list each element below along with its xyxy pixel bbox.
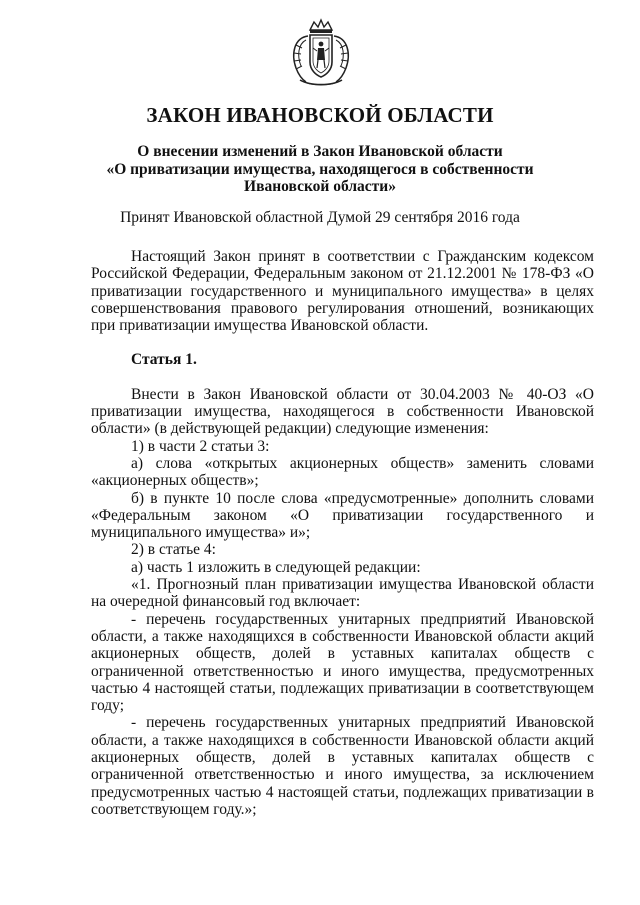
body-paragraph: Внести в Закон Ивановской области от 30.04.2003 № 40-ОЗ «О приватизации имущества, находящегося в собственности Ивановской области» (в действующей редакции) следующие изменения: <box>91 385 594 438</box>
adoption-statement: Принят Ивановской областной Думой 29 сентября 2016 года <box>120 209 520 226</box>
body-paragraph: 2) в статье 4: <box>131 541 216 559</box>
body-paragraph: 1) в части 2 статьи 3: <box>131 437 270 455</box>
body-paragraph: «1. Прогнозный план приватизации имущества Ивановской области на очередной финансовый год включает: <box>91 576 594 611</box>
body-paragraph: - перечень государственных унитарных предприятий Ивановской области, а также находящихся в собственности Ивановской области акций акционерных обществ, долей в уставных капиталах обществ с ограниченной ответственностью и иного имущества, за исключением предусмотренных частью 4 настоящей статьи, подлежащих приватизации в соответствующем году.»; <box>91 714 594 818</box>
body-paragraph: а) слова «открытых акционерных обществ» заменить словами «акционерных обществ»; <box>91 454 594 490</box>
article-heading: Статья 1. <box>131 351 197 369</box>
body-paragraph: - перечень государственных унитарных предприятий Ивановской области, а также находящихся в собственности Ивановской области акций акционерных обществ, долей в уставных капиталах обществ с ограниченной ответственностью и иного имущества, предусмотренных частью 4 настоящей статьи, подлежащих приватизации в соответствующем году; <box>91 610 594 715</box>
subject-line: О внесении изменений в Закон Ивановской области <box>137 143 503 160</box>
subject-line: Ивановской области» <box>244 178 396 195</box>
law-title: ЗАКОН ИВАНОВСКОЙ ОБЛАСТИ <box>146 103 494 127</box>
body-paragraph: а) часть 1 изложить в следующей редакции: <box>131 558 421 576</box>
document-body <box>91 248 594 818</box>
preamble-paragraph: Настоящий Закон принят в соответствии с Гражданским кодексом Российской Федерации, Федеральным законом от 21.12.2001 № 178-ФЗ «О приватизации государственного и муниципального имущества» в целях совершенствования правового регулирования отношений, возникающих при приватизации имущества Ивановской области. <box>91 248 594 335</box>
body-paragraph: б) в пункте 10 после слова «предусмотренные» дополнить словами «Федеральным законом «О приватизации государственного и муниципального имущества» и»; <box>91 489 594 542</box>
law-subject <box>100 143 540 196</box>
subject-line: «О приватизации имущества, находящегося в собственности <box>106 160 534 178</box>
coat-of-arms-icon <box>288 18 354 88</box>
